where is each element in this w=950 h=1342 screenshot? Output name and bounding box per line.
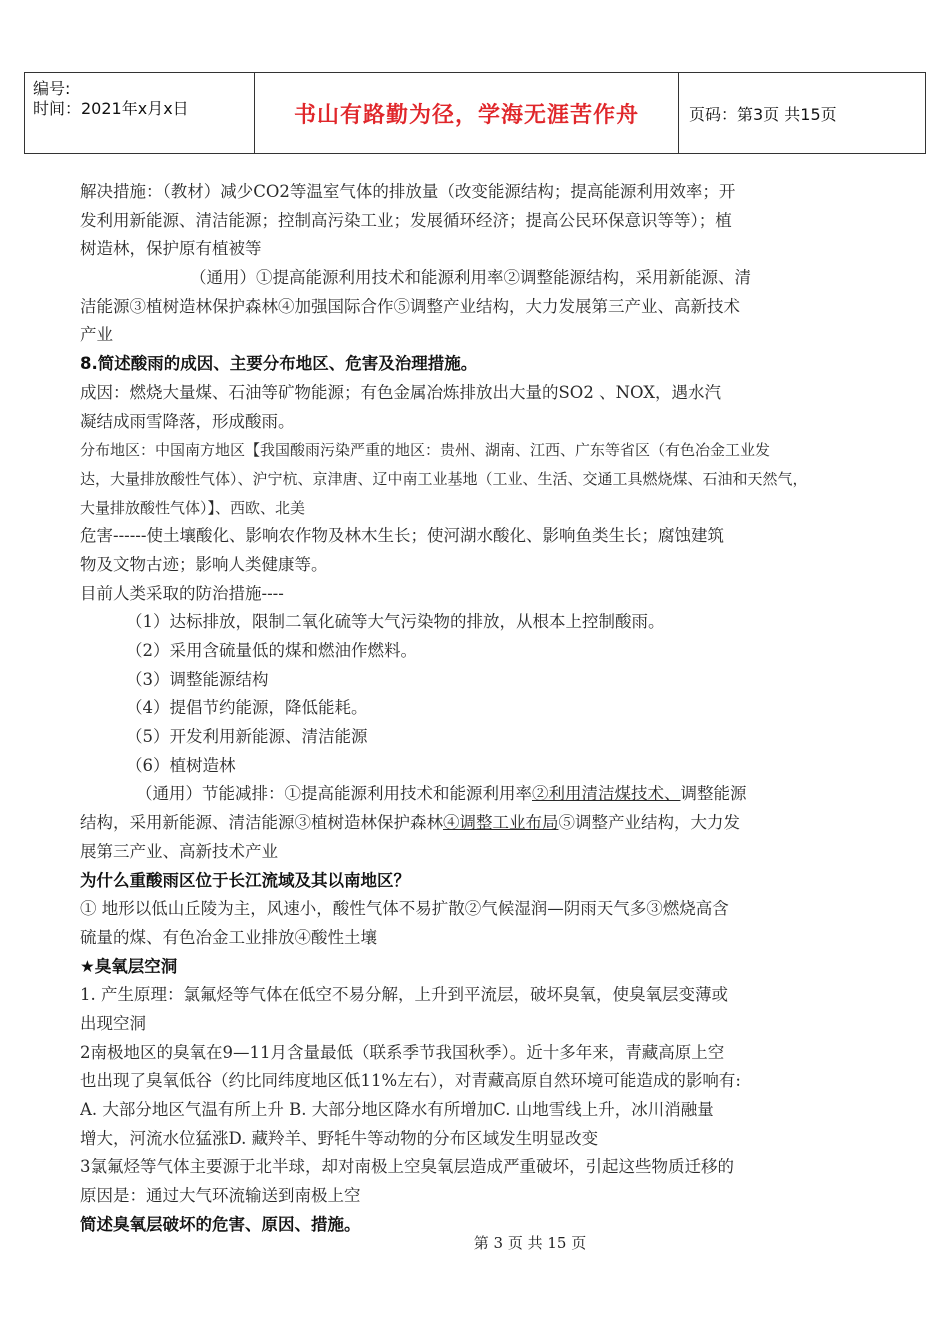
text-line: 2南极地区的臭氧在9—11月含量最低（联系季节我国秋季）。近十多年来，青藏高原上空 [80,1042,725,1062]
header-table [24,72,926,154]
header-motto: 书山有路勤为径，学海无涯苦作舟 [255,73,679,153]
document-body [80,178,872,1239]
text-span: ⑤调整产业结构，大力发 [558,813,740,833]
list-item: （4）提倡节约能源，降低能耗。 [126,698,368,718]
text-line: 原因是：通过大气环流输送到南极上空 [80,1186,361,1206]
text-line: （通用）①提高能源利用技术和能源利用率②调整能源结构，采用新能源、清 [190,268,751,288]
page-footer: 第 3 页 共 15 页 [473,1234,587,1252]
text-line: 树造林，保护原有植被等 [80,239,262,259]
text-line: 产业 [80,325,113,345]
question-heading: 简述臭氧层破坏的危害、原因、措施。 [80,1214,361,1234]
text-line: 达，大量排放酸性气体）、沪宁杭、京津唐、辽中南工业基地（工业、生活、交通工具燃烧煤、石油和天然气， [80,469,808,488]
text-line: 分布地区：中国南方地区【我国酸雨污染严重的地区：贵州、湖南、江西、广东等省区（有色冶金工业发 [80,441,771,460]
question-heading: 为什么重酸雨区位于长江流域及其以南地区？ [80,870,410,890]
text-line: A. 大部分地区气温有所上升 B. 大部分地区降水有所增加C. 山地雪线上升，冰川消融量 [80,1100,714,1119]
text-line: 增大，河流水位猛涨D. 藏羚羊、野牦牛等动物的分布区域发生明显改变 [80,1128,599,1148]
text-line: 发利用新能源、清洁能源；控制高污染工业；发展循环经济；提高公民环保意识等等）；植 [80,210,732,230]
text-line [80,780,872,809]
list-item: （1）达标排放，限制二氧化硫等大气污染物的排放，从根本上控制酸雨。 [126,612,665,632]
list-item: （2）采用含硫量低的煤和燃油作燃料。 [126,641,417,660]
text-line [80,809,872,838]
header-page-label: 页码：第3页 共15页 [689,104,837,124]
text-span: 调整能源 [680,784,747,804]
text-line: 解决措施：（教材）减少CO2等温室气体的排放量（改变能源结构；提高能源利用效率；开 [80,182,736,201]
underlined-text: ④调整工业布局 [443,813,559,833]
time-label: 时间：2021年x月x日 [33,99,189,118]
text-line: 洁能源③植树造林保护森林④加强国际合作⑤调整产业结构，大力发展第三产业、高新技术 [80,296,740,316]
text-line: 也出现了臭氧低谷（约比同纬度地区低11%左右），对青藏高原自然环境可能造成的影响有: [80,1071,741,1091]
header-meta [25,73,255,153]
list-item: （6）植树造林 [126,755,236,775]
text-line: 出现空洞 [80,1013,146,1033]
number-label: 编号: [33,79,71,98]
text-span: 结构，采用新能源、清洁能源③植树造林保护森林 [80,813,443,833]
text-span: （通用）节能减排：①提高能源利用技术和能源利用率 [136,784,532,804]
text-line: 物及文物古迹；影响人类健康等。 [80,554,328,574]
list-item: （3）调整能源结构 [126,669,269,689]
list-item: （5）开发利用新能源、清洁能源 [126,727,368,747]
text-line: 成因：燃烧大量煤、石油等矿物能源；有色金属冶炼排放出大量的SO2 、NOX，遇水汽 [80,382,721,402]
text-line: 大量排放酸性气体）】、西欧、北美 [80,498,306,517]
section-heading-ozone: ★臭氧层空洞 [80,956,178,976]
text-line: 凝结成雨雪降落，形成酸雨。 [80,411,295,431]
text-line: 展第三产业、高新技术产业 [80,841,278,861]
text-line: 危害------使土壤酸化、影响农作物及林木生长；使河湖水酸化、影响鱼类生长；腐蚀建筑 [80,526,724,546]
text-line: 目前人类采取的防治措施---- [80,583,284,603]
text-line: 硫量的煤、有色冶金工业排放④酸性土壤 [80,927,377,947]
section-heading-acid-rain: 8.简述酸雨的成因、主要分布地区、危害及治理措施。 [80,354,478,374]
underlined-text: ②利用清洁煤技术、 [532,784,681,804]
text-line: 3氯氟烃等气体主要源于北半球，却对南极上空臭氧层造成严重破坏，引起这些物质迁移的 [80,1157,734,1177]
text-line: 1. 产生原理：氯氟烃等气体在低空不易分解，上升到平流层，破坏臭氧，使臭氧层变薄或 [80,985,728,1005]
text-line: ① 地形以低山丘陵为主，风速小，酸性气体不易扩散②气候湿润—阴雨天气多③燃烧高含 [80,899,729,919]
